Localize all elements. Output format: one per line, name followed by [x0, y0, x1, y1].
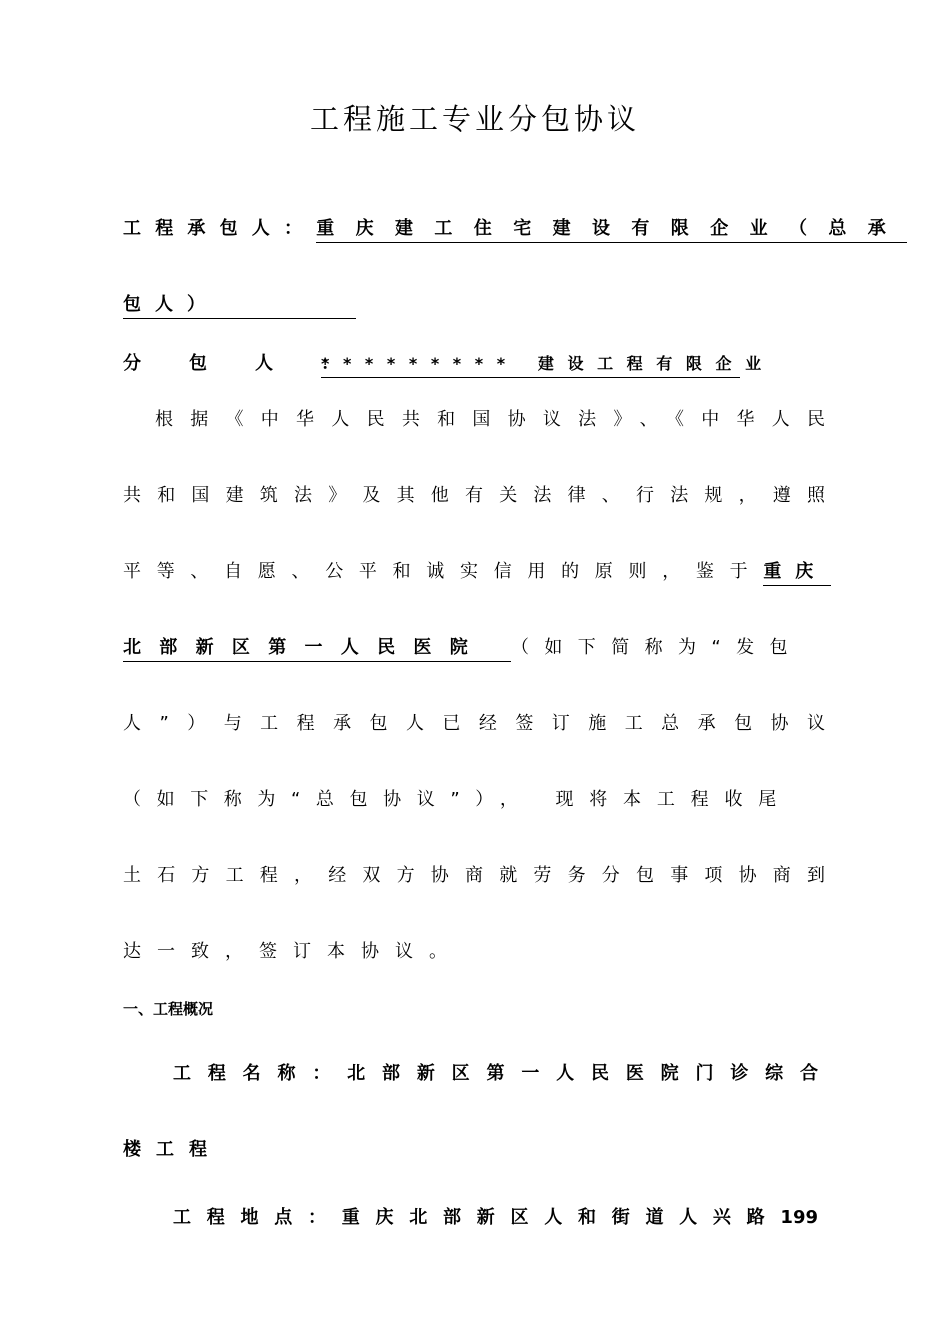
- subcontractor-line: [123, 351, 825, 377]
- preamble-line-4: [123, 635, 825, 661]
- preamble-line-1: 根据《中华人民共和国协议法》、《中华人民: [155, 409, 825, 430]
- preamble-text: （如下称为“总包协议”），: [123, 789, 534, 810]
- preamble-text: （如下简称为“发包: [511, 637, 803, 658]
- contractor-name: 重庆建工住宅建设有限企业（总承: [316, 216, 907, 243]
- contractor-line-2: [123, 292, 825, 318]
- contractor-name-cont: 包人）: [123, 292, 356, 319]
- preamble-line-3: [123, 559, 828, 585]
- preamble-text: 平等、自愿、公平和诚实信用的原则，鉴于: [123, 561, 764, 582]
- contractor-label: 工程承包人：: [123, 218, 317, 239]
- contractor-line-1: [123, 216, 908, 242]
- project-name-line-2: 楼工程: [123, 1139, 222, 1160]
- subcontractor-name: ********* 建设工程有限企业: [321, 351, 740, 378]
- preamble-line-6: [123, 787, 825, 813]
- project-location-line-1: 工程地点：重庆北部新区人和街道人兴路199: [173, 1207, 818, 1228]
- preamble-line-7: 土石方工程，经双方协商就劳务分包事项协商到: [123, 865, 825, 886]
- preamble-line-8: 达一致，签订本协议。: [123, 941, 463, 962]
- document-title: 工程施工专业分包协议: [309, 102, 640, 136]
- subcontractor-label: 分包人：: [123, 353, 387, 374]
- hospital-name: 北部新区第一人民医院: [123, 635, 511, 662]
- preamble-line-5: 人”）与工程承包人已经签订施工总承包协议: [123, 713, 825, 734]
- section-heading: 一、工程概况: [123, 1000, 214, 1018]
- preamble-text: 现将本工程收尾: [555, 789, 793, 810]
- preamble-line-2: 共和国建筑法》及其他有关法律、行法规，遵照: [123, 485, 825, 506]
- hospital-name-start: 重庆: [763, 559, 831, 586]
- project-name-line-1: 工程名称：北部新区第一人民医院门诊综合: [173, 1063, 818, 1084]
